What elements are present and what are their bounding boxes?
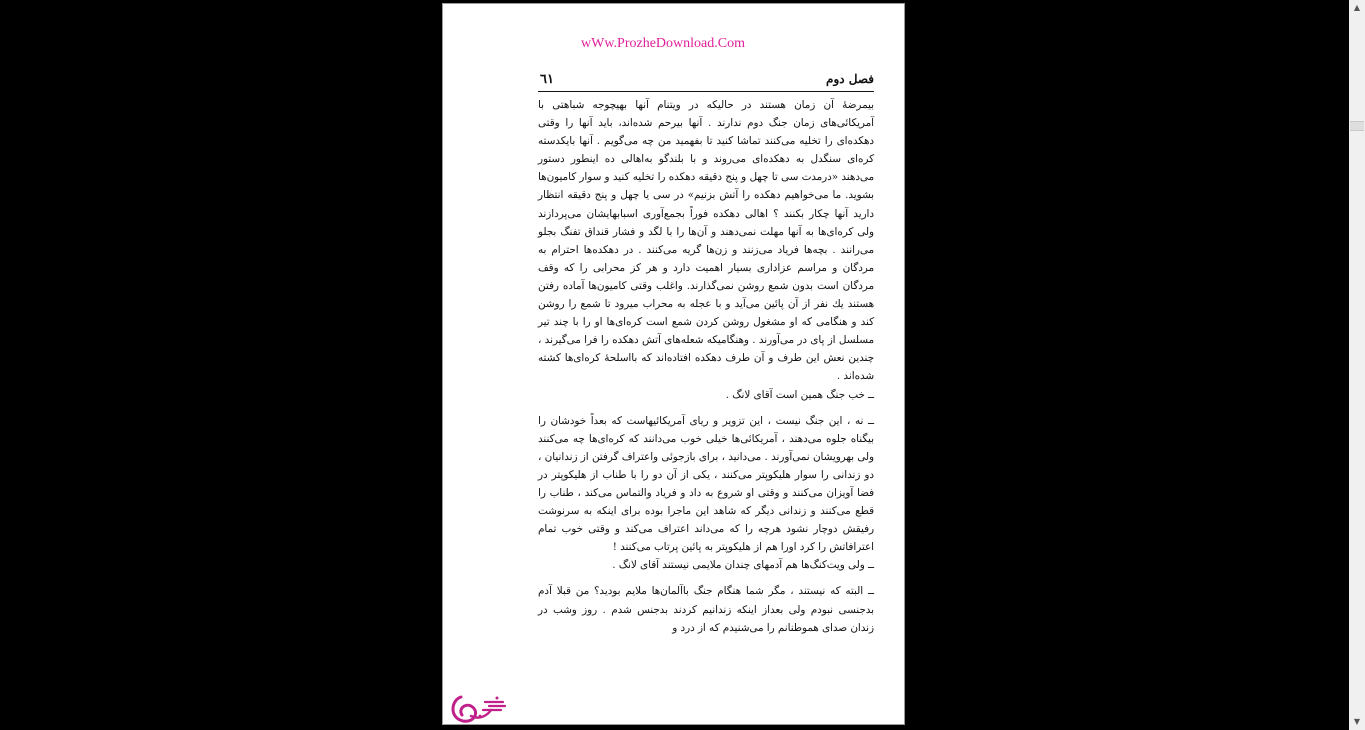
page-body <box>538 96 874 637</box>
scrollbar-thumb[interactable] <box>1350 121 1364 131</box>
chapter-title: فصل دوم <box>826 72 874 86</box>
paragraph: ــ خب جنگ همین است آقای لانگ . <box>725 388 874 401</box>
paragraph: ــ البته که نیستند ، مگر شما هنگام جنگ باآلمان‌ها ملایم بودید؟ من قبلا آدم بدجنسی نبودم ولی بعداز اینکه زندانیم کردند بدجنس شدم . روز وشب در زندان صدای هموطنانم را می‌شنیدم که از درد و <box>538 585 874 634</box>
prozhe-download-logo <box>447 694 509 724</box>
scroll-up-arrow-icon[interactable]: ▲ <box>1353 3 1361 12</box>
paragraph: ــ ولی ویت‌کنگ‌ها هم آدمهای چندان ملایمی نیستند آقای لانگ . <box>612 559 874 572</box>
watermark-url: wWw.ProzheDownload.Com <box>581 36 745 51</box>
paragraph: ــ نه ، این جنگ نیست ، این تزویر و ریای آمریکائیهاست که بعداً خودشان را بیگناه جلوه می‌دهند ، آمریکائی‌ها خیلی خوب می‌دانند که کره‌ای‌ها چه می‌کنند ولی بهرویشان نمی‌آورند . می‌دانید ، برای بازجوئی واعتراف گرفتن از زندانیان ، دو زندانی را سوار هلیکوپتر می‌کنند ، یکی از آن دو را با طناب از هلیکوپتر در فضا آویزان می‌کنند و وقتی او شروع به داد و فریاد والتماس می‌کند ، طناب را قطع می‌کنند و زندانی دیگر که شاهد این ماجرا بوده برای اینکه به سرنوشت رفیقش دوچار نشود هرچه را که می‌داند اعتراف می‌کند و وقتی خوب تمام اعترافاتش را کرد اورا هم از هلیکوپتر به پائین پرتاب می‌کنند ! <box>538 414 874 554</box>
page-header <box>538 71 874 92</box>
document-page <box>442 3 905 725</box>
page-number: ٦١ <box>540 72 554 87</box>
paragraph: بیمرضهٔ آن زمان هستند در حالیکه در ویتنام آنها بهیچوجه شباهتی با آمریکائی‌های زمان جنگ دوم ندارند . آنها بیرحم شده‌اند، باید آنها را وقتی دهکده‌ای را تخلیه می‌کنند تماشا کنید تا بفهمید من چه می‌گویم . آنها بایکدسته کره‌ای سنگدل به دهکده‌ای می‌روند و با بلندگو به‌اهالی ده اینطور دستور می‌دهند «درمدت سی تا چهل و پنج دقیقه دهکده را تخلیه کنید و سوار کامیون‌ها بشوید. ما می‌خواهیم دهکده را آتش بزنیم» در سی یا چهل و پنج دقیقه انتظار دارید آنها چکار بکنند ؟ اهالی دهکده فوراً بجمع‌آوری اسبابهایشان می‌پردازند ولی کره‌ای‌ها به آنها مهلت نمی‌دهند و آن‌ها را با لگد و فشار قنداق تفنگ بجلو می‌رانند . بچه‌ها فریاد می‌زنند و زن‌ها گریه می‌کنند . در دهکده‌ها احترام به مردگان و مراسم عزاداری بسیار اهمیت دارد و هر کز محرابی را که وقف مردگان است بدون شمع روشن نمی‌گذارند. واغلب وقتی کامیون‌ها آماده رفتن هستند یك نفر از آن پائین می‌آید و با عجله به محراب میرود تا شمع را روشن کند و هنگامی که او مشغول روشن کردن شمع است کره‌ای‌ها او را با چند تیر مسلسل از پای در می‌آورند . وهنگامیکه شعله‌های آتش دهکده را فرا می‌گیرند ، چندین نعش این طرف و آن طرف دهکده افتاده‌اند که بااسلحهٔ کره‌ای‌ها کشته شده‌اند . <box>538 99 874 383</box>
vertical-scrollbar[interactable] <box>1349 0 1365 730</box>
scroll-down-arrow-icon[interactable]: ▼ <box>1353 717 1361 726</box>
